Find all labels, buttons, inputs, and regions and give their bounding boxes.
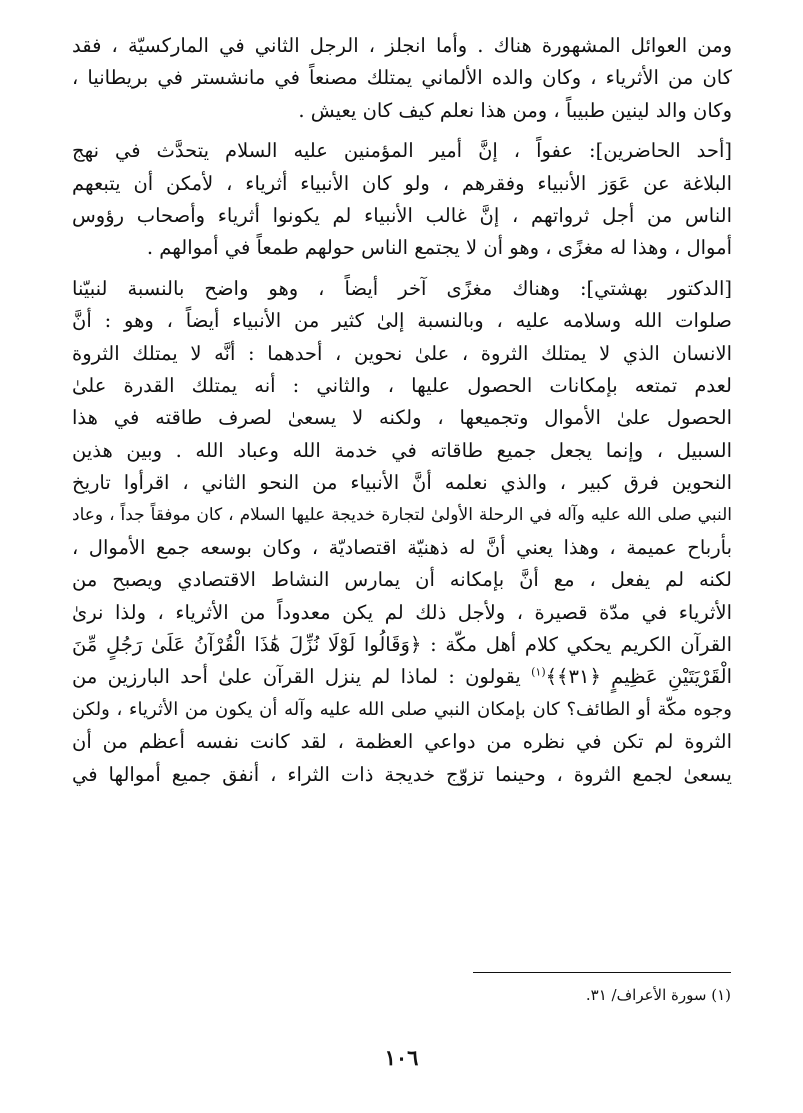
text-line: القرآن الكريم يحكي كلام أهل مكّة : ﴿وَقَالُوا لَوْلَا نُزِّلَ هَٰذَا الْقُرْآنُ عَلَىٰ رَجُلٍ مِّنَ bbox=[72, 633, 732, 657]
text-line: بأرباح عميمة ، وهذا يعني أنَّ له ذهنيّة اقتصاديّة ، وكان بوسعه جمع الأموال ، bbox=[72, 535, 732, 559]
text-line: كان من الأثرياء ، وكان والده الألماني يمتلك مصنعاً في مانشستر في بريطانيا ، bbox=[72, 66, 732, 90]
text-line: أموال ، وهذا له مغزًى ، وهو أن لا يجتمع الناس حولهم طمعاً في أموالهم . bbox=[146, 236, 732, 260]
text-line: الثروة لم تكن في نظره من دواعي العظمة ، لقد كانت نفسه أعظم من أن bbox=[72, 730, 732, 754]
text-line: يسعىٰ لجمع الثروة ، وحينما تزوّج خديجة ذات الثراء ، أنفق جميع أموالها في bbox=[72, 762, 732, 786]
footnote-divider bbox=[473, 972, 731, 973]
text-line: وجوه مكّة أو الطائف؟ كان بإمكان النبي صلى الله عليه وآله أن يكون من الأثرياء ، ولكن bbox=[72, 698, 732, 720]
footnote: (١) سورة الأعراف/ ٣١. bbox=[585, 986, 731, 1004]
text-line: الأثرياء في مدّة قصيرة ، ولأجل ذلك لم يكن معدوداً من الأثرياء ، ولذا نرىٰ bbox=[72, 600, 732, 624]
text-line: النحوين فرق كبير ، والذي نعلمه أنَّ الأنبياء من النحو الثاني ، اقرأوا تاريخ bbox=[72, 471, 732, 495]
page-body bbox=[72, 30, 732, 791]
text-line-with-footnote-ref bbox=[72, 661, 732, 693]
text-line: وكان والد لينين طبيباً ، ومن هذا نعلم كيف كان يعيش . bbox=[298, 98, 732, 122]
footnote-marker: (١) bbox=[531, 665, 546, 679]
text-line: الحصول علىٰ الأموال وتجميعها ، ولكنه لا يسعىٰ لصرف طاقته في هذا bbox=[72, 406, 732, 430]
text-line: الناس من أجل ثرواتهم ، إنَّ غالب الأنبياء لم يكونوا أثرياء وأصحاب رؤوس bbox=[72, 203, 732, 227]
text-line-rest: يقولون : لماذا لم ينزل القرآن علىٰ أحد البارزين من bbox=[72, 665, 532, 689]
paragraph-3 bbox=[72, 273, 732, 791]
page-number: ١٠٦ bbox=[384, 1045, 419, 1070]
text-line: [الدكتور بهشتي]: وهناك مغزًى آخر أيضاً ، وهو واضح بالنسبة لنبيّنا bbox=[72, 276, 732, 300]
paragraph-1 bbox=[72, 30, 732, 127]
text-line: صلوات الله وسلامه عليه ، وبالنسبة إلىٰ كثير من الأنبياء أيضاً ، وهو : أنَّ bbox=[72, 309, 732, 333]
text-line: لكنه لم يفعل ، مع أنَّ بإمكانه أن يمارس النشاط الاقتصادي ويصبح من bbox=[72, 568, 732, 592]
text-line: لعدم تمتعه بإمكانات الحصول عليها ، والثاني : أنه يمتلك القدرة علىٰ bbox=[72, 373, 732, 397]
text-line: ومن العوائل المشهورة هناك . وأما انجلز ، الرجل الثاني في الماركسيّة ، فقد bbox=[72, 34, 732, 57]
text-line: السبيل ، وإنما يجعل جميع طاقاته في خدمة الله وعباد الله . وبين هذين bbox=[72, 438, 732, 462]
text-line: [أحد الحاضرين]: عفواً ، إنَّ أمير المؤمنين عليه السلام يتحدَّث في نهج bbox=[72, 139, 732, 163]
text-line: البلاغة عن عَوَز الأنبياء وفقرهم ، ولو كان الأنبياء أثرياء ، لأمكن أن يتبعهم bbox=[72, 171, 732, 195]
paragraph-2 bbox=[72, 135, 732, 265]
quran-verse-end: الْقَرْيَتَيْنِ عَظِيمٍ ﴿٣١﴾﴾ bbox=[545, 665, 732, 689]
text-line: الانسان الذي لا يمتلك الثروة ، علىٰ نحوين ، أحدهما : أنَّه لا يمتلك الثروة bbox=[72, 341, 732, 365]
text-line: النبي صلى الله عليه وآله في الرحلة الأولىٰ لتجارة خديجة عليها السلام ، كان موفقاً جداً ، وعاد bbox=[72, 505, 732, 526]
